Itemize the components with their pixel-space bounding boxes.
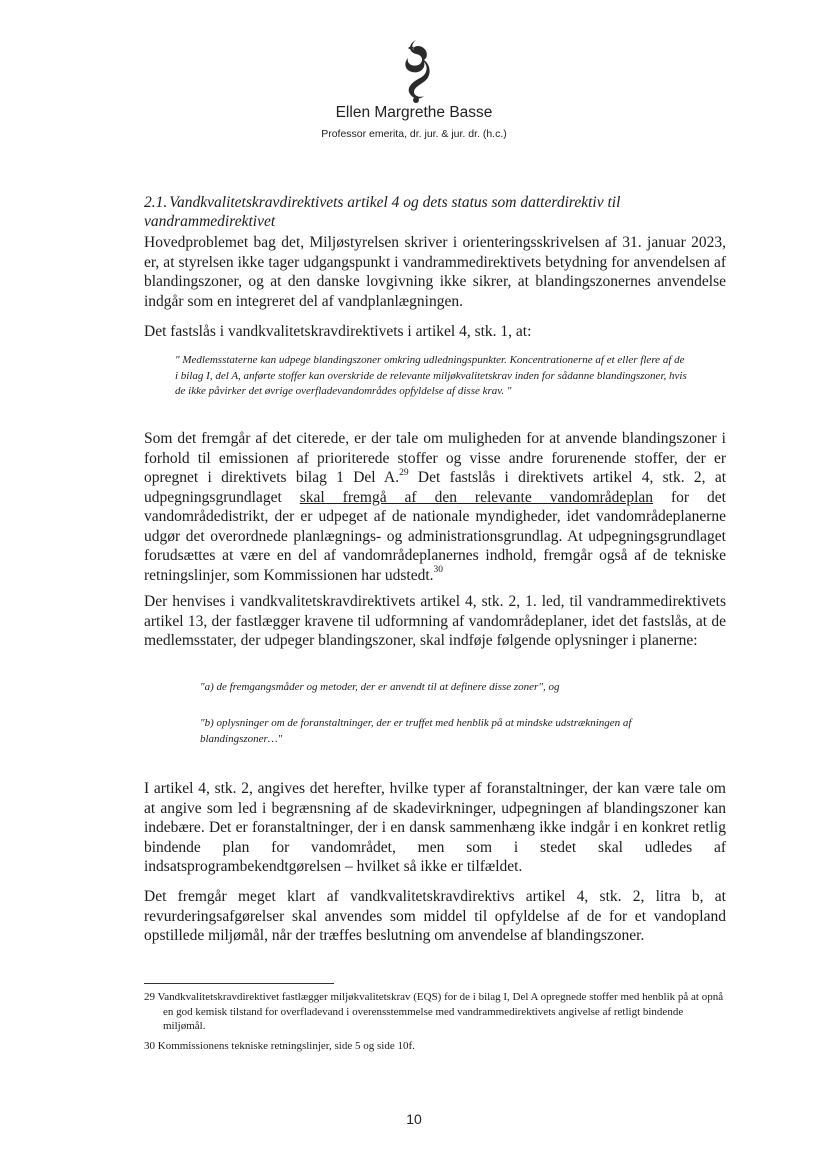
ornamental-monogram-icon — [396, 38, 436, 104]
footnote-29 — [144, 990, 728, 1034]
page-number: 10 — [406, 1111, 422, 1127]
underlined-phrase: skal fremgå af den relevante vandområdeplan — [299, 488, 654, 506]
paragraph-2: Det fastslås i vandkvalitetskravdirektivets i artikel 4, stk. 1, at: — [144, 323, 532, 340]
paragraph-3-part-a: Som det fremgår af det citerede, er der tale om muligheden for at anvende blandingszoner i forhold til emissionen af prioriterede stoffer og visse andre forurenende stoffer, der er opregnet i direktivets bilag 1 Del A. — [144, 430, 726, 486]
footnote-30 — [144, 1039, 728, 1054]
section-heading — [144, 193, 734, 231]
paragraph-3-part-b: Det fastslås i direktivets artikel 4, stk. 2, at udpegningsgrundlaget — [144, 469, 726, 506]
paragraph-1: Hovedproblemet bag det, Miljøstyrelsen skriver i orienteringsskrivelsen af 31. januar 2023, er, at styrelsen ikke tager udgangspunkt i vandrammedirektivets betydning for anvendelsen af blandingszoner, og at den danske lovgivning ikke sikrer, at blandingszonernes anvendelse indgår som en integreret del af vandplanlægningen. — [144, 234, 726, 310]
footnote-ref-30[interactable]: 30 — [433, 565, 444, 576]
footnote-29-text: 29 Vandkvalitetskravdirektivet fastlægger miljøkvalitetskrav (EQS) for de i bilag I, Del A opregnede stoffer med henblik på at opnå en god kemisk tilstand for overfladevand i overensstemmelse med vandrammedirektivets angivelse af retligt bindende miljømål. — [144, 991, 724, 1032]
footnote-30-text: 30 Kommissionens tekniske retningslinjer, side 5 og side 10f. — [144, 1040, 415, 1052]
author-name: Ellen Margrethe Basse — [335, 104, 493, 121]
quote-item-a: "a) de fremgangsmåder og metoder, der er anvendt til at definere disse zoner", og — [200, 681, 560, 693]
paragraph-4: Der henvises i vandkvalitetskravdirektivets artikel 4, stk. 2, 1. led, til vandrammedirektivets artikel 13, der fastlægger kravene til udformning af vandområdeplaner, idet det fastslås, at de medlemsstater, der udpeger blandingszoner, skal indføje følgende oplysninger i planerne: — [144, 593, 726, 649]
section-title: Vandkvalitetskravdirektivets artikel 4 og dets status som datterdirektiv til vandrammedirektivet — [144, 194, 621, 230]
quote-item-b: "b) oplysninger om de foranstaltninger, der er truffet med henblik på at mindske udstrækningen af blandingszoner…" — [200, 717, 632, 745]
footnote-ref-29[interactable]: 29 — [399, 467, 409, 478]
author-title: Professor emerita, dr. jur. & jur. dr. (h.c.) — [321, 128, 507, 140]
footnote-divider — [144, 983, 334, 984]
paragraph-3 — [144, 429, 726, 585]
quote-article-4-1: " Medlemsstaterne kan udpege blandingszoner omkring udledningspunkter. Koncentrationerne af et eller flere af de i bilag I, del A, anførte stoffer kan overskride de relevante miljøkvalitetskrav inden for sådanne blandingszoner, hvis de ikke påvirker det øvrige overfladevandområdes opfyldelse af disse krav. " — [175, 354, 687, 397]
paragraph-3-part-c: for det vandområdedistrikt, der er udpeget af de nationale myndigheder, idet vandområdeplanerne udgør det overordnede planlægnings- og administrationsgrundlag. At udpegningsgrundlaget forudsættes at være en del af vandområdeplanernes indhold, fremgår også af de tekniske retningslinjer, som Kommissionen har udstedt. — [144, 488, 726, 584]
paragraph-5: I artikel 4, stk. 2, angives det herefter, hvilke typer af foranstaltninger, der kan være tale om at angive som led i begrænsning af de skadevirkninger, udpegningen af blandingszoner kan indebære. Det er foranstaltninger, der i en dansk sammenhæng ikke indgår i en konkret retlig bindende plan for vandområdet, men som i stedet skal udledes af indsatsprogrambekendtgørelsen – hvilket så ikke er tilfældet. — [144, 780, 726, 875]
section-number: 2.1. — [144, 194, 168, 211]
paragraph-6: Det fremgår meget klart af vandkvalitetskravdirektivs artikel 4, stk. 2, litra b, at revurderingsafgørelser skal anvendes som middel til opfyldelse af de for et vandopland opstillede miljømål, når der træffes beslutning om anvendelse af blandingszoner. — [144, 888, 726, 944]
